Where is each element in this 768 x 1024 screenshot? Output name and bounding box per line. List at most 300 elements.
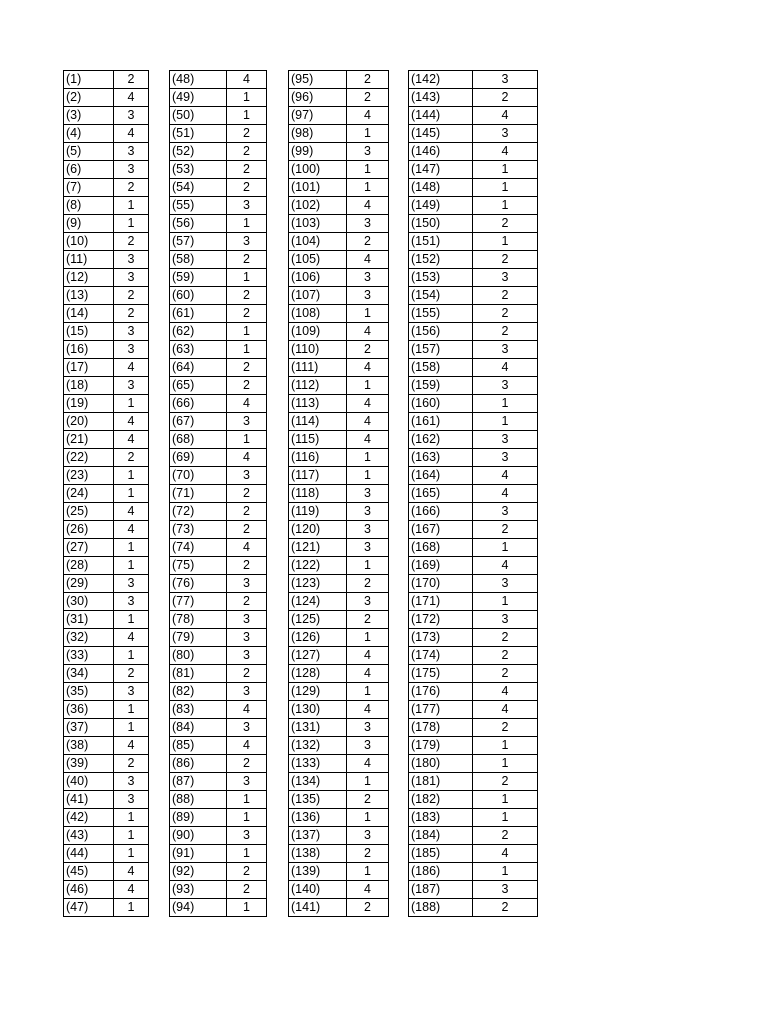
table-row: [289, 647, 389, 665]
answer-value-cell: 3: [473, 449, 538, 467]
question-number-cell: (32): [64, 629, 114, 647]
answer-value-cell: 3: [227, 719, 267, 737]
answer-value-cell: 3: [114, 377, 149, 395]
table-row: [409, 197, 538, 215]
answer-value-cell: 4: [227, 449, 267, 467]
answer-value-cell: 1: [227, 845, 267, 863]
table-row: [409, 647, 538, 665]
answer-value-cell: 1: [473, 539, 538, 557]
answer-value-cell: 1: [347, 863, 389, 881]
answer-value-cell: 2: [347, 89, 389, 107]
answer-value-cell: 4: [114, 521, 149, 539]
table-row: [289, 287, 389, 305]
table-row: [409, 629, 538, 647]
question-number-cell: (131): [289, 719, 347, 737]
answer-value-cell: 3: [473, 341, 538, 359]
answer-value-cell: 2: [347, 845, 389, 863]
table-row: [289, 341, 389, 359]
answer-value-cell: 2: [473, 323, 538, 341]
table-row: [170, 251, 267, 269]
table-row: [289, 503, 389, 521]
answer-value-cell: 1: [114, 197, 149, 215]
question-number-cell: (55): [170, 197, 227, 215]
answer-value-cell: 3: [227, 575, 267, 593]
table-row: [289, 359, 389, 377]
table-row: [289, 233, 389, 251]
table-row: [289, 377, 389, 395]
answer-value-cell: 1: [347, 467, 389, 485]
question-number-cell: (187): [409, 881, 473, 899]
answer-value-cell: 1: [347, 161, 389, 179]
table-row: [409, 125, 538, 143]
table-row: [170, 539, 267, 557]
table-row: [289, 611, 389, 629]
table-row: [170, 323, 267, 341]
table-row: [170, 827, 267, 845]
question-number-cell: (135): [289, 791, 347, 809]
answer-value-cell: 1: [473, 755, 538, 773]
question-number-cell: (10): [64, 233, 114, 251]
question-number-cell: (142): [409, 71, 473, 89]
question-number-cell: (160): [409, 395, 473, 413]
answer-value-cell: 4: [347, 107, 389, 125]
question-number-cell: (110): [289, 341, 347, 359]
answer-value-cell: 3: [114, 269, 149, 287]
table-row: [409, 431, 538, 449]
answer-value-cell: 3: [347, 539, 389, 557]
question-number-cell: (133): [289, 755, 347, 773]
table-row: [170, 233, 267, 251]
table-row: [64, 665, 149, 683]
question-number-cell: (181): [409, 773, 473, 791]
question-number-cell: (161): [409, 413, 473, 431]
question-number-cell: (16): [64, 341, 114, 359]
question-number-cell: (117): [289, 467, 347, 485]
table-row: [409, 107, 538, 125]
table-row: [289, 143, 389, 161]
table-row: [409, 755, 538, 773]
table-row: [64, 269, 149, 287]
answer-value-cell: 3: [347, 521, 389, 539]
question-number-cell: (91): [170, 845, 227, 863]
table-row: [289, 323, 389, 341]
question-number-cell: (23): [64, 467, 114, 485]
question-number-cell: (144): [409, 107, 473, 125]
answer-value-cell: 1: [347, 377, 389, 395]
answer-value-cell: 1: [114, 701, 149, 719]
answer-value-cell: 2: [227, 557, 267, 575]
table-row: [289, 197, 389, 215]
answer-value-cell: 1: [473, 863, 538, 881]
question-number-cell: (81): [170, 665, 227, 683]
question-number-cell: (152): [409, 251, 473, 269]
table-row: [409, 71, 538, 89]
table-row: [64, 773, 149, 791]
question-number-cell: (183): [409, 809, 473, 827]
table-row: [64, 233, 149, 251]
question-number-cell: (50): [170, 107, 227, 125]
answer-value-cell: 2: [347, 611, 389, 629]
question-number-cell: (92): [170, 863, 227, 881]
answer-value-cell: 2: [473, 215, 538, 233]
question-number-cell: (42): [64, 809, 114, 827]
table-row: [289, 269, 389, 287]
table-row: [409, 449, 538, 467]
table-row: [409, 899, 538, 917]
question-number-cell: (44): [64, 845, 114, 863]
question-number-cell: (137): [289, 827, 347, 845]
table-row: [289, 521, 389, 539]
table-row: [409, 827, 538, 845]
table-row: [64, 125, 149, 143]
answer-value-cell: 1: [473, 197, 538, 215]
table-row: [64, 89, 149, 107]
answer-value-cell: 4: [473, 701, 538, 719]
table-row: [289, 827, 389, 845]
question-number-cell: (61): [170, 305, 227, 323]
answer-value-cell: 2: [347, 791, 389, 809]
answer-value-cell: 2: [473, 305, 538, 323]
table-row: [170, 647, 267, 665]
answer-value-cell: 2: [227, 377, 267, 395]
answer-value-cell: 4: [114, 737, 149, 755]
answer-value-cell: 4: [473, 359, 538, 377]
answer-value-cell: 1: [347, 629, 389, 647]
answer-value-cell: 3: [114, 251, 149, 269]
question-number-cell: (178): [409, 719, 473, 737]
table-row: [64, 215, 149, 233]
table-row: [64, 827, 149, 845]
table-row: [170, 269, 267, 287]
question-number-cell: (154): [409, 287, 473, 305]
table-row: [409, 161, 538, 179]
question-number-cell: (155): [409, 305, 473, 323]
question-number-cell: (63): [170, 341, 227, 359]
answer-value-cell: 3: [227, 683, 267, 701]
question-number-cell: (175): [409, 665, 473, 683]
table-row: [289, 791, 389, 809]
answer-value-cell: 1: [227, 341, 267, 359]
question-number-cell: (58): [170, 251, 227, 269]
question-number-cell: (41): [64, 791, 114, 809]
table-row: [64, 377, 149, 395]
question-number-cell: (24): [64, 485, 114, 503]
question-number-cell: (78): [170, 611, 227, 629]
table-row: [170, 197, 267, 215]
answer-value-cell: 2: [473, 521, 538, 539]
table-row: [289, 125, 389, 143]
table-row: [289, 107, 389, 125]
question-number-cell: (15): [64, 323, 114, 341]
answer-value-cell: 2: [227, 143, 267, 161]
table-row: [289, 809, 389, 827]
answer-value-cell: 4: [114, 863, 149, 881]
table-row: [170, 161, 267, 179]
answer-value-cell: 4: [473, 557, 538, 575]
answer-value-cell: 2: [473, 287, 538, 305]
question-number-cell: (53): [170, 161, 227, 179]
answer-value-cell: 4: [347, 701, 389, 719]
question-number-cell: (168): [409, 539, 473, 557]
table-row: [170, 701, 267, 719]
table-row: [64, 449, 149, 467]
answer-value-cell: 1: [227, 791, 267, 809]
answer-value-cell: 4: [347, 413, 389, 431]
question-number-cell: (34): [64, 665, 114, 683]
answer-value-cell: 2: [114, 449, 149, 467]
answer-value-cell: 1: [473, 737, 538, 755]
question-number-cell: (84): [170, 719, 227, 737]
table-row: [409, 413, 538, 431]
answer-value-cell: 4: [227, 701, 267, 719]
answer-value-cell: 2: [114, 287, 149, 305]
answer-value-cell: 3: [114, 683, 149, 701]
table-row: [289, 467, 389, 485]
table-row: [409, 521, 538, 539]
question-number-cell: (124): [289, 593, 347, 611]
answer-value-cell: 4: [347, 755, 389, 773]
question-number-cell: (26): [64, 521, 114, 539]
table-row: [64, 71, 149, 89]
table-row: [409, 341, 538, 359]
table-row: [64, 809, 149, 827]
table-row: [170, 287, 267, 305]
answer-value-cell: 1: [473, 791, 538, 809]
question-number-cell: (94): [170, 899, 227, 917]
table-row: [409, 737, 538, 755]
table-row: [289, 575, 389, 593]
table-row: [64, 611, 149, 629]
table-row: [409, 665, 538, 683]
table-row: [289, 431, 389, 449]
question-number-cell: (120): [289, 521, 347, 539]
answer-value-cell: 4: [473, 107, 538, 125]
question-number-cell: (122): [289, 557, 347, 575]
answer-value-cell: 3: [347, 143, 389, 161]
question-number-cell: (104): [289, 233, 347, 251]
question-number-cell: (136): [289, 809, 347, 827]
question-number-cell: (176): [409, 683, 473, 701]
answer-table-2: [169, 70, 267, 917]
question-number-cell: (49): [170, 89, 227, 107]
table-row: [170, 773, 267, 791]
question-number-cell: (3): [64, 107, 114, 125]
table-row: [289, 719, 389, 737]
question-number-cell: (57): [170, 233, 227, 251]
table-row: [64, 791, 149, 809]
table-row: [409, 215, 538, 233]
table-row: [64, 503, 149, 521]
question-number-cell: (113): [289, 395, 347, 413]
table-row: [409, 179, 538, 197]
question-number-cell: (40): [64, 773, 114, 791]
table-row: [409, 539, 538, 557]
question-number-cell: (22): [64, 449, 114, 467]
answer-value-cell: 2: [227, 881, 267, 899]
answer-table-4: [408, 70, 538, 917]
question-number-cell: (107): [289, 287, 347, 305]
answer-value-cell: 3: [114, 323, 149, 341]
question-number-cell: (14): [64, 305, 114, 323]
question-number-cell: (158): [409, 359, 473, 377]
answer-value-cell: 1: [347, 809, 389, 827]
question-number-cell: (70): [170, 467, 227, 485]
table-row: [170, 845, 267, 863]
table-row: [170, 215, 267, 233]
table-row: [170, 467, 267, 485]
question-number-cell: (162): [409, 431, 473, 449]
table-row: [64, 179, 149, 197]
answer-value-cell: 4: [227, 71, 267, 89]
answer-value-cell: 1: [227, 269, 267, 287]
question-number-cell: (31): [64, 611, 114, 629]
answer-value-cell: 3: [347, 503, 389, 521]
question-number-cell: (184): [409, 827, 473, 845]
answer-value-cell: 1: [114, 845, 149, 863]
question-number-cell: (9): [64, 215, 114, 233]
answer-value-cell: 3: [473, 71, 538, 89]
answer-value-cell: 3: [347, 737, 389, 755]
table-row: [64, 647, 149, 665]
answer-value-cell: 1: [347, 449, 389, 467]
answer-value-cell: 2: [114, 233, 149, 251]
table-row: [170, 683, 267, 701]
question-number-cell: (108): [289, 305, 347, 323]
question-number-cell: (109): [289, 323, 347, 341]
answer-value-cell: 1: [347, 773, 389, 791]
table-row: [289, 305, 389, 323]
question-number-cell: (25): [64, 503, 114, 521]
table-row: [64, 287, 149, 305]
question-number-cell: (150): [409, 215, 473, 233]
question-number-cell: (106): [289, 269, 347, 287]
answer-value-cell: 3: [473, 611, 538, 629]
question-number-cell: (62): [170, 323, 227, 341]
table-row: [409, 377, 538, 395]
question-number-cell: (167): [409, 521, 473, 539]
answer-value-cell: 3: [347, 287, 389, 305]
answer-value-cell: 1: [114, 539, 149, 557]
question-number-cell: (56): [170, 215, 227, 233]
answer-value-cell: 4: [347, 395, 389, 413]
table-row: [170, 359, 267, 377]
table-row: [64, 539, 149, 557]
table-row: [170, 899, 267, 917]
question-number-cell: (116): [289, 449, 347, 467]
question-number-cell: (102): [289, 197, 347, 215]
answer-value-cell: 2: [114, 755, 149, 773]
question-number-cell: (18): [64, 377, 114, 395]
table-row: [409, 467, 538, 485]
table-row: [64, 431, 149, 449]
answer-value-cell: 3: [473, 431, 538, 449]
table-row: [64, 881, 149, 899]
table-row: [170, 611, 267, 629]
table-row: [409, 575, 538, 593]
table-row: [64, 305, 149, 323]
answer-value-cell: 1: [227, 431, 267, 449]
question-number-cell: (180): [409, 755, 473, 773]
answer-value-cell: 2: [473, 647, 538, 665]
answer-value-cell: 1: [114, 647, 149, 665]
table-row: [64, 899, 149, 917]
table-row: [170, 809, 267, 827]
answer-value-cell: 4: [347, 359, 389, 377]
answer-value-cell: 1: [114, 557, 149, 575]
table-row: [170, 395, 267, 413]
answer-value-cell: 3: [473, 881, 538, 899]
question-number-cell: (129): [289, 683, 347, 701]
question-number-cell: (164): [409, 467, 473, 485]
table-row: [170, 179, 267, 197]
question-number-cell: (12): [64, 269, 114, 287]
answer-value-cell: 3: [114, 143, 149, 161]
table-row: [170, 107, 267, 125]
answer-value-cell: 3: [114, 575, 149, 593]
question-number-cell: (47): [64, 899, 114, 917]
question-number-cell: (80): [170, 647, 227, 665]
answer-value-cell: 1: [114, 719, 149, 737]
answer-value-cell: 3: [114, 773, 149, 791]
answer-value-cell: 3: [347, 827, 389, 845]
table-row: [64, 683, 149, 701]
question-number-cell: (101): [289, 179, 347, 197]
question-number-cell: (169): [409, 557, 473, 575]
answer-value-cell: 4: [347, 647, 389, 665]
table-row: [409, 143, 538, 161]
question-number-cell: (72): [170, 503, 227, 521]
answer-value-cell: 1: [227, 899, 267, 917]
answer-value-cell: 2: [473, 629, 538, 647]
answer-value-cell: 4: [473, 845, 538, 863]
table-row: [170, 143, 267, 161]
answer-value-cell: 1: [347, 125, 389, 143]
question-number-cell: (166): [409, 503, 473, 521]
question-number-cell: (174): [409, 647, 473, 665]
answer-value-cell: 2: [114, 665, 149, 683]
question-number-cell: (186): [409, 863, 473, 881]
table-row: [409, 269, 538, 287]
answer-value-cell: 1: [114, 215, 149, 233]
table-row: [64, 341, 149, 359]
answer-value-cell: 2: [227, 521, 267, 539]
answer-value-cell: 2: [473, 719, 538, 737]
answer-value-cell: 4: [473, 485, 538, 503]
table-row: [64, 143, 149, 161]
question-number-cell: (66): [170, 395, 227, 413]
answer-value-cell: 4: [114, 431, 149, 449]
answer-value-cell: 3: [227, 467, 267, 485]
question-number-cell: (2): [64, 89, 114, 107]
table-row: [409, 287, 538, 305]
answer-value-cell: 3: [227, 647, 267, 665]
answer-value-cell: 4: [347, 881, 389, 899]
question-number-cell: (37): [64, 719, 114, 737]
table-row: [170, 737, 267, 755]
answer-value-cell: 1: [347, 683, 389, 701]
answer-value-cell: 2: [227, 665, 267, 683]
answer-value-cell: 1: [473, 179, 538, 197]
table-row: [170, 305, 267, 323]
question-number-cell: (13): [64, 287, 114, 305]
table-row: [64, 485, 149, 503]
answer-value-cell: 4: [114, 881, 149, 899]
answer-value-cell: 4: [347, 323, 389, 341]
question-number-cell: (43): [64, 827, 114, 845]
table-row: [64, 395, 149, 413]
answer-value-cell: 3: [114, 791, 149, 809]
table-row: [409, 611, 538, 629]
